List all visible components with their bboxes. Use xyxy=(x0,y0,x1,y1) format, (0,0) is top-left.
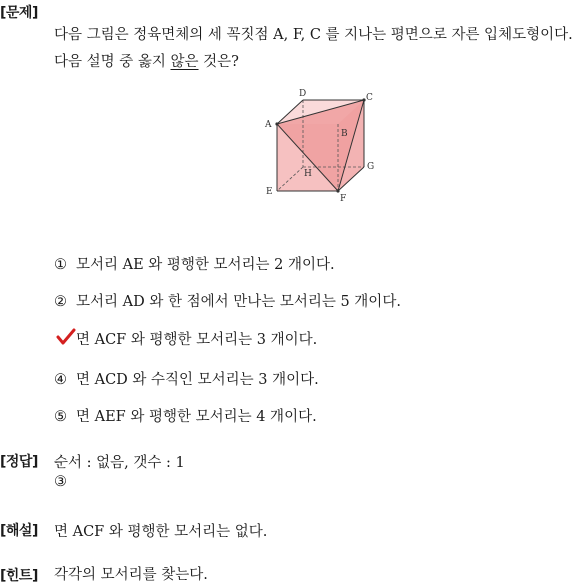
label-B: B xyxy=(341,129,348,139)
cut-cube-figure xyxy=(258,86,382,204)
label-A: A xyxy=(265,120,272,130)
explanation-tag: [해설] xyxy=(0,523,38,539)
option-4: ④ 면 ACD 와 수직인 모서리는 3 개이다. xyxy=(54,372,319,388)
label-E: E xyxy=(266,187,273,197)
explanation-text: 면 ACF 와 평행한 모서리는 없다. xyxy=(54,524,268,540)
problem-text-line2: 다음 설명 중 옳지 않은 것은? xyxy=(54,54,239,70)
answer-line1: 순서 : 없음, 갯수 : 1 xyxy=(54,455,185,471)
label-H: H xyxy=(304,169,312,179)
option-2: ② 모서리 AD 와 한 점에서 만나는 모서리는 5 개이다. xyxy=(54,294,401,310)
label-D: D xyxy=(299,89,307,99)
answer-tag: [정답] xyxy=(0,454,38,470)
option-1: ① 모서리 AE 와 평행한 모서리는 2 개이다. xyxy=(54,257,335,273)
hint-tag: [힌트] xyxy=(0,568,38,584)
label-G: G xyxy=(367,162,375,172)
check-mark-icon xyxy=(54,328,76,346)
option-5: ⑤ 면 AEF 와 평행한 모서리는 4 개이다. xyxy=(54,409,317,425)
label-C: C xyxy=(366,93,373,103)
problem-tag: [문제] xyxy=(0,5,38,21)
underlined-not: 않은 xyxy=(170,54,199,70)
hint-text: 각각의 모서리를 찾는다. xyxy=(54,567,208,583)
option-3: 면 ACF 와 평행한 모서리는 3 개이다. xyxy=(76,332,318,348)
answer-line2: ③ xyxy=(54,474,67,490)
problem-text-line1: 다음 그림은 정육면체의 세 꼭짓점 A, F, C 를 지나는 평면으로 자른 입체도형이다. xyxy=(54,27,573,43)
label-F: F xyxy=(340,194,347,204)
